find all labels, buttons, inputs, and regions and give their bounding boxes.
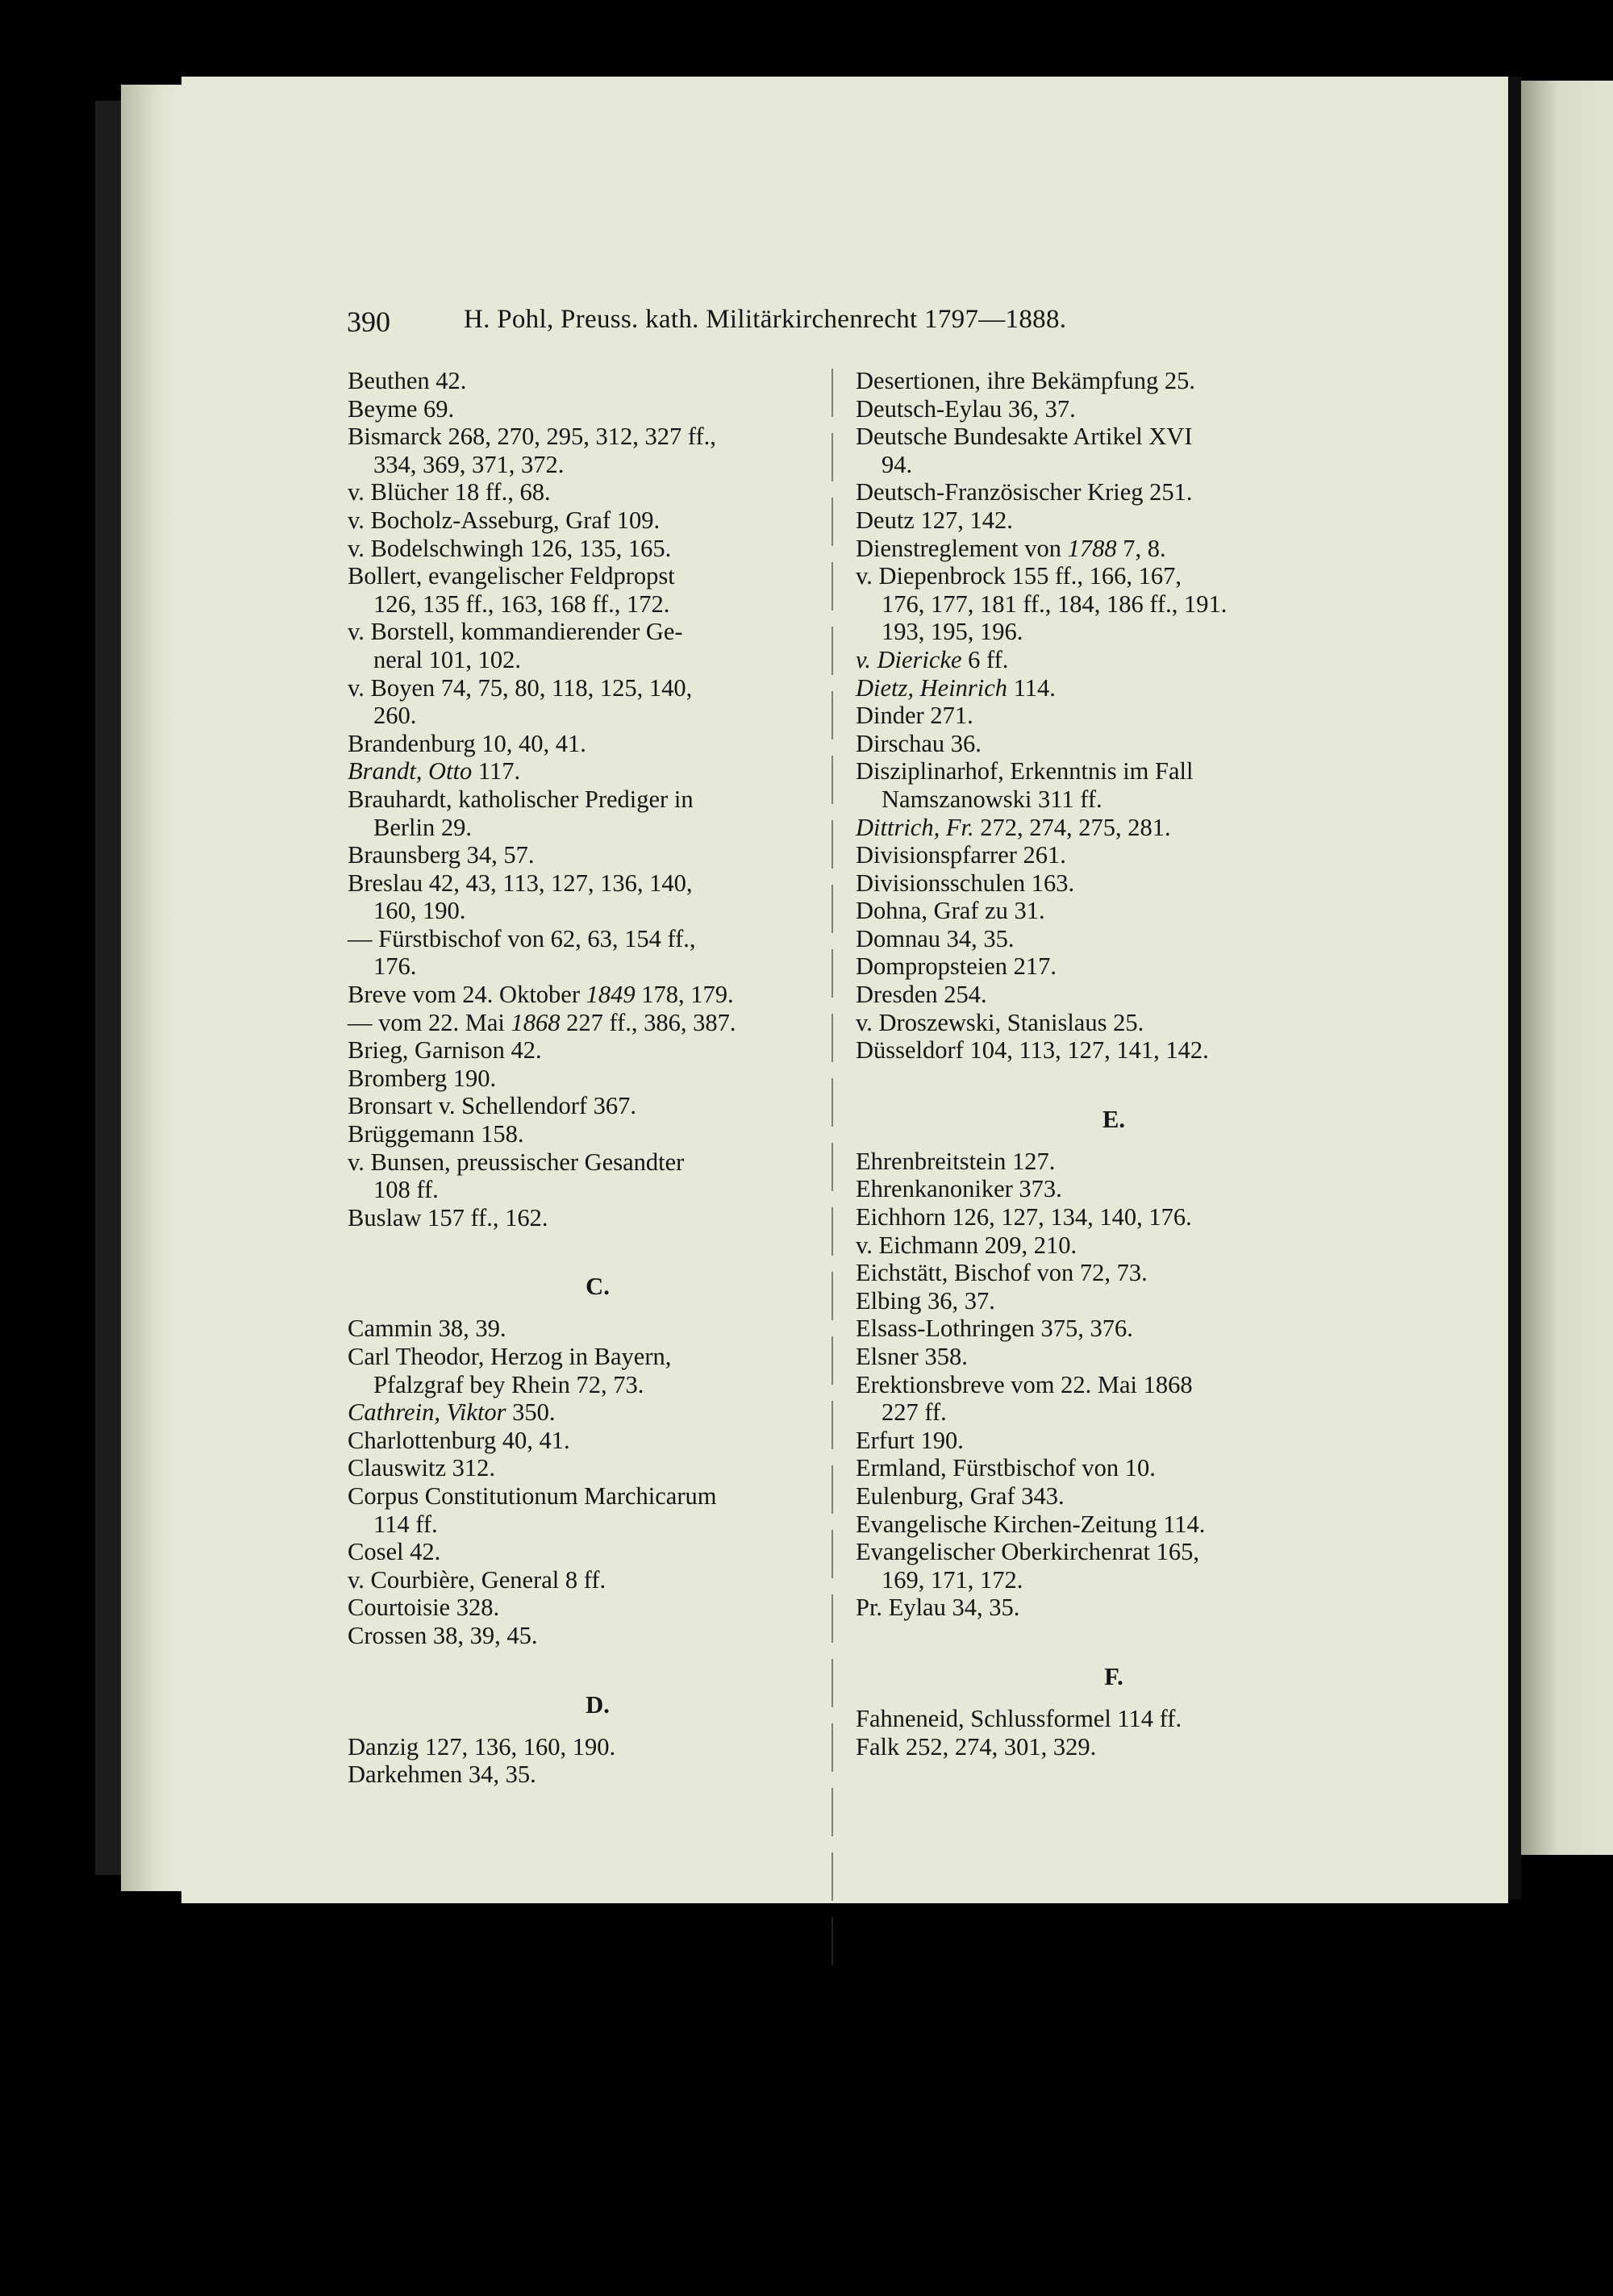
index-entry: Darkehmen 34, 35. xyxy=(348,1761,536,1789)
index-entry: v. Bocholz-Asseburg, Graf 109. xyxy=(348,506,661,534)
index-entry: v. Bodelschwingh 126, 135, 165. xyxy=(348,534,672,562)
index-entry-continuation: 108 ff. xyxy=(373,1176,439,1204)
index-entry: Elsner 358. xyxy=(856,1343,968,1370)
index-entry-prefix: Breve vom 24. Oktober xyxy=(348,981,586,1009)
facing-page-sliver xyxy=(1521,81,1613,1855)
index-entry: Ehrenbreitstein 127. xyxy=(856,1147,1056,1175)
index-entry: Eichhorn 126, 127, 134, 140, 176. xyxy=(856,1203,1192,1231)
index-entry: Dompropsteien 217. xyxy=(856,952,1057,981)
index-entry: Bromberg 190. xyxy=(348,1064,497,1092)
page-number: 390 xyxy=(347,306,390,338)
index-entry-pages: 6 ff. xyxy=(961,645,1009,673)
index-entry-italic: 1849 xyxy=(586,981,636,1009)
index-entry: Cammin 38, 39. xyxy=(348,1315,506,1343)
index-entry xyxy=(348,757,848,785)
index-entry: Dirschau 36. xyxy=(856,729,982,757)
index-entry xyxy=(856,646,1372,674)
index-entry-italic: Cathrein, Viktor xyxy=(348,1398,506,1427)
index-entry: Disziplinarhof, Erkenntnis im Fall xyxy=(856,757,1194,785)
index-entry-continuation: 176, 177, 181 ff., 184, 186 ff., 191. xyxy=(882,590,1227,618)
index-entry: Erfurt 190. xyxy=(856,1426,964,1454)
index-entry-continuation: 176. xyxy=(373,952,417,981)
index-entry: — Fürstbischof von 62, 63, 154 ff., xyxy=(348,924,696,952)
index-entry: Deutsch-Französischer Krieg 251. xyxy=(856,478,1193,506)
letter-heading-f: F. xyxy=(1104,1662,1123,1690)
index-group-d-cont xyxy=(856,367,1372,1065)
index-entry-pages: 272, 274, 275, 281. xyxy=(973,813,1171,841)
index-entry: Elbing 36, 37. xyxy=(856,1286,995,1315)
index-entry: Brieg, Garnison 42. xyxy=(348,1036,542,1065)
index-entry: Danzig 127, 136, 160, 190. xyxy=(348,1732,616,1761)
index-column-left xyxy=(348,367,848,1789)
index-entry: Divisionsschulen 163. xyxy=(856,869,1075,897)
index-entry: Cosel 42. xyxy=(348,1538,441,1566)
index-group-c xyxy=(348,1315,848,1649)
index-entry: v. Eichmann 209, 210. xyxy=(856,1231,1077,1259)
index-entry: Brauhardt, katholischer Prediger in xyxy=(348,785,694,813)
index-entry-italic: Dittrich, Fr. xyxy=(856,813,974,841)
index-group-b xyxy=(348,367,848,1231)
index-entry-pages: 7, 8. xyxy=(1116,534,1166,562)
index-entry-pages: 178, 179. xyxy=(635,981,734,1009)
index-entry-continuation: Berlin 29. xyxy=(373,813,472,841)
index-entry: Evangelische Kirchen-Zeitung 114. xyxy=(856,1510,1206,1538)
index-entry: Domnau 34, 35. xyxy=(856,924,1015,952)
index-entry: Eulenburg, Graf 343. xyxy=(856,1481,1065,1510)
index-entry-continuation: 114 ff. xyxy=(373,1510,438,1538)
index-entry xyxy=(856,814,1372,842)
index-column-right xyxy=(856,367,1372,1761)
running-title: H. Pohl, Preuss. kath. Militärkirchenrecht 1797—1888. xyxy=(464,305,1067,334)
page-header xyxy=(181,305,1508,349)
index-entry: Deutz 127, 142. xyxy=(856,506,1013,534)
index-entry-continuation: 193, 195, 196. xyxy=(882,618,1023,646)
index-entry: Dinder 271. xyxy=(856,702,973,730)
index-entry: v. Courbière, General 8 ff. xyxy=(348,1565,606,1594)
index-entry: Carl Theodor, Herzog in Bayern, xyxy=(348,1343,672,1370)
index-entry: v. Diepenbrock 155 ff., 166, 167, xyxy=(856,562,1182,590)
index-entry xyxy=(348,981,848,1009)
letter-heading-c: C. xyxy=(586,1273,610,1301)
index-entry-continuation: 160, 190. xyxy=(373,897,466,925)
index-entry: Düsseldorf 104, 113, 127, 141, 142. xyxy=(856,1036,1209,1065)
index-entry-continuation: 260. xyxy=(373,702,417,730)
index-entry-continuation: 227 ff. xyxy=(882,1398,947,1427)
index-entry: Falk 252, 274, 301, 329. xyxy=(856,1732,1097,1761)
index-entry: Ermland, Fürstbischof von 10. xyxy=(856,1454,1156,1482)
index-entry: Brandenburg 10, 40, 41. xyxy=(348,729,586,757)
index-entry: Deutsch-Eylau 36, 37. xyxy=(856,394,1076,423)
index-entry: v. Borstell, kommandierender Ge- xyxy=(348,618,683,646)
index-entry: v. Boyen 74, 75, 80, 118, 125, 140, xyxy=(348,673,693,702)
index-entry-continuation: 94. xyxy=(882,450,913,478)
index-entry: Eichstätt, Bischof von 72, 73. xyxy=(856,1259,1148,1287)
index-entry: Fahneneid, Schlussformel 114 ff. xyxy=(856,1704,1182,1732)
index-group-e xyxy=(856,1148,1372,1622)
index-entry-italic: 1868 xyxy=(511,1008,561,1036)
index-entry: Desertionen, ihre Bekämpfung 25. xyxy=(856,367,1195,394)
gutter-shadow xyxy=(1508,77,1521,1899)
index-entry: Breslau 42, 43, 113, 127, 136, 140, xyxy=(348,869,693,897)
index-entry: Elsass-Lothringen 375, 376. xyxy=(856,1315,1133,1343)
index-entry: v. Bunsen, preussischer Gesandter xyxy=(348,1148,685,1176)
index-entry: Bismarck 268, 270, 295, 312, 327 ff., xyxy=(348,423,716,451)
index-entry xyxy=(348,1398,848,1427)
index-entry: Erektionsbreve vom 22. Mai 1868 xyxy=(856,1370,1193,1398)
index-entry-pages: 117. xyxy=(472,757,521,785)
index-entry: Corpus Constitutionum Marchicarum xyxy=(348,1481,717,1510)
index-entry-continuation: Pfalzgraf bey Rhein 72, 73. xyxy=(373,1370,644,1398)
index-entry: Charlottenburg 40, 41. xyxy=(348,1426,570,1454)
index-entry-prefix: Dienstreglement von xyxy=(856,534,1068,562)
book-page xyxy=(181,77,1508,1903)
index-entry: Brüggemann 158. xyxy=(348,1120,524,1148)
index-entry-continuation: Namszanowski 311 ff. xyxy=(882,785,1102,813)
index-entry: Deutsche Bundesakte Artikel XVI xyxy=(856,423,1193,451)
index-entry-continuation: 126, 135 ff., 163, 168 ff., 172. xyxy=(373,590,670,618)
book-edge-shadow xyxy=(95,101,121,1875)
index-entry xyxy=(348,1009,848,1037)
index-entry: Dohna, Graf zu 31. xyxy=(856,897,1045,925)
book-page-edges xyxy=(121,85,181,1891)
index-entry-italic: 1788 xyxy=(1067,534,1117,562)
index-entry: Beuthen 42. xyxy=(348,367,467,394)
index-group-f xyxy=(856,1705,1372,1761)
index-entry: Bronsart v. Schellendorf 367. xyxy=(348,1092,637,1120)
index-entry-continuation: 334, 369, 371, 372. xyxy=(373,450,565,478)
index-entry: Courtoisie 328. xyxy=(348,1594,500,1622)
letter-heading-e: E. xyxy=(1102,1105,1125,1133)
index-entry xyxy=(856,535,1372,563)
index-entry xyxy=(856,674,1372,702)
index-entry: Buslaw 157 ff., 162. xyxy=(348,1203,548,1231)
index-entry: Bollert, evangelischer Feldpropst xyxy=(348,562,675,590)
index-entry-pages: 350. xyxy=(506,1398,556,1427)
index-entry: Braunsberg 34, 57. xyxy=(348,841,535,869)
index-entry: Beyme 69. xyxy=(348,394,455,423)
index-entry: Evangelischer Oberkirchenrat 165, xyxy=(856,1538,1199,1566)
letter-heading-d: D. xyxy=(586,1690,610,1719)
index-entry-italic: Dietz, Heinrich xyxy=(856,673,1008,702)
index-group-d xyxy=(348,1733,848,1789)
index-entry: Dresden 254. xyxy=(856,981,987,1009)
index-entry-continuation: neral 101, 102. xyxy=(373,645,521,673)
index-entry: Divisionspfarrer 261. xyxy=(856,841,1066,869)
index-entry: Clauswitz 312. xyxy=(348,1454,495,1482)
index-entry: Pr. Eylau 34, 35. xyxy=(856,1594,1020,1622)
index-entry: Crossen 38, 39, 45. xyxy=(348,1621,538,1649)
index-entry-prefix: — vom 22. Mai xyxy=(348,1008,511,1036)
index-entry: v. Blücher 18 ff., 68. xyxy=(348,478,551,506)
index-entry-pages: 227 ff., 386, 387. xyxy=(560,1008,736,1036)
index-entry-pages: 114. xyxy=(1007,673,1056,702)
index-entry-italic: Brandt, Otto xyxy=(348,757,473,785)
index-entry: v. Droszewski, Stanislaus 25. xyxy=(856,1008,1144,1036)
index-entry-italic: v. Diericke xyxy=(856,645,962,673)
index-entry: Ehrenkanoniker 373. xyxy=(856,1175,1062,1203)
index-entry-continuation: 169, 171, 172. xyxy=(882,1565,1023,1594)
